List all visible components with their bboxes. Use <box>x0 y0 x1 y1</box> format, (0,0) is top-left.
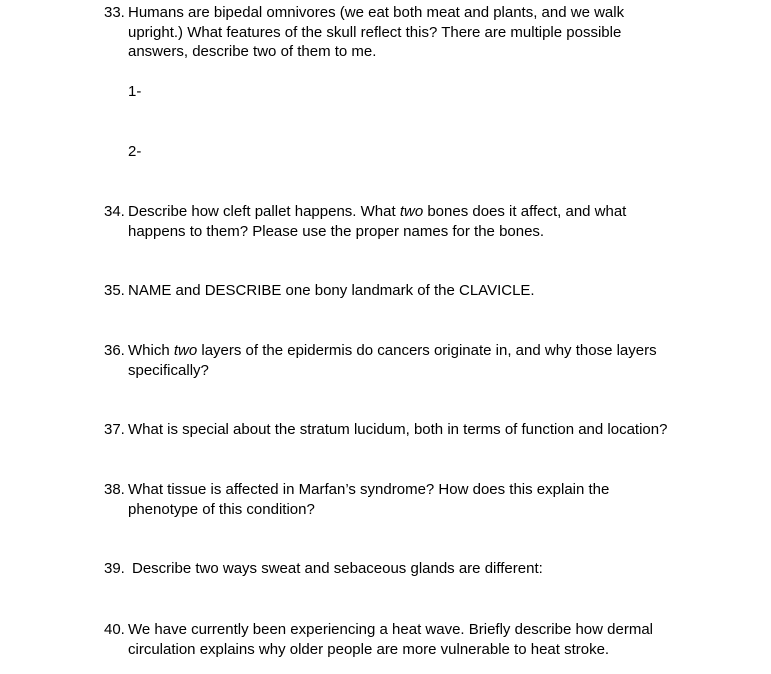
question-34 <box>104 202 744 241</box>
question-number: 39. <box>104 560 125 577</box>
question-number: 37. <box>104 421 125 438</box>
question-number: 33. <box>104 4 125 21</box>
answer-label-2: 2- <box>128 143 142 160</box>
question-36 <box>104 341 744 380</box>
question-37 <box>104 420 744 440</box>
question-line: happens to them? Please use the proper names for the bones. <box>128 222 545 240</box>
question-number: 35. <box>104 282 125 299</box>
question-line: NAME and DESCRIBE one bony landmark of the CLAVICLE. <box>128 282 535 299</box>
question-line: phenotype of this condition? <box>128 500 315 518</box>
question-line: answers, describe two of them to me. <box>128 43 377 60</box>
question-line: Which two layers of the epidermis do cancers originate in, and why those layers <box>128 342 657 359</box>
question-line: We have currently been experiencing a heat wave. Briefly describe how dermal <box>128 621 653 638</box>
question-40 <box>104 620 744 659</box>
answer-label-1: 1- <box>128 83 142 100</box>
question-number: 36. <box>104 342 125 359</box>
question-39 <box>104 559 744 579</box>
question-number: 34. <box>104 203 125 220</box>
question-line: upright.) What features of the skull reflect this? There are multiple possible <box>128 23 622 41</box>
question-number: 38. <box>104 481 125 498</box>
question-line: What is special about the stratum lucidum, both in terms of function and location? <box>128 421 668 438</box>
question-38 <box>104 480 744 519</box>
question-line: Describe two ways sweat and sebaceous glands are different: <box>132 560 543 577</box>
question-33 <box>104 3 744 62</box>
question-number: 40. <box>104 621 125 638</box>
question-line: circulation explains why older people are more vulnerable to heat stroke. <box>128 640 610 658</box>
question-line: specifically? <box>128 361 209 379</box>
question-35 <box>104 281 744 301</box>
question-line: Describe how cleft pallet happens. What two bones does it affect, and what <box>128 203 627 220</box>
question-line: Humans are bipedal omnivores (we eat both meat and plants, and we walk <box>128 4 625 21</box>
question-line: What tissue is affected in Marfan’s syndrome? How does this explain the <box>128 481 610 498</box>
